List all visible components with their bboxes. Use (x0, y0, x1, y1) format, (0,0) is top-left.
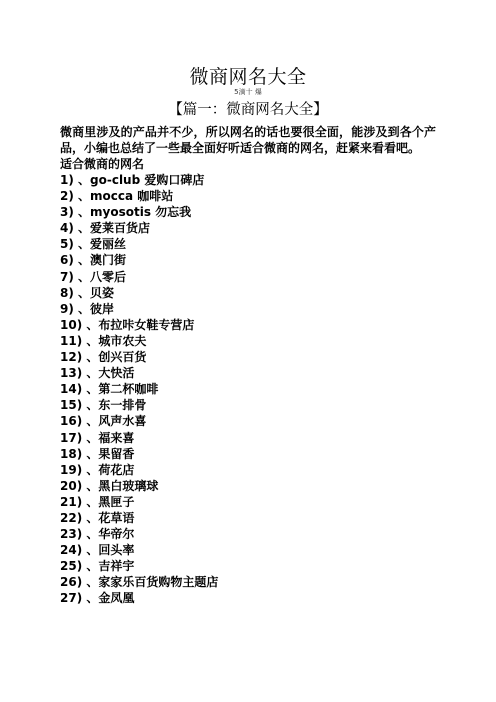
list-item: 8) 、贝姿 (60, 285, 115, 300)
list-subheading: 适合微商的网名 (60, 157, 145, 171)
document-title: 微商网名大全 (189, 66, 307, 88)
list-item: 26) 、家家乐百货购物主题店 (60, 575, 219, 590)
list-item: 6) 、澳门街 (60, 253, 127, 268)
section-heading: 【篇一：微商网名大全】 (168, 102, 328, 118)
list-item: 25) 、吉祥宇 (60, 559, 135, 574)
intro-paragraph: 微商里涉及的产品并不少，所以网名的话也要很全面，能涉及到各个产品，小编也总结了一些最全面好听适合微商的网名，赶紧来看看吧。 (60, 125, 436, 155)
list-item: 19) 、荷花店 (60, 462, 135, 477)
list-item: 27) 、金凤凰 (60, 591, 135, 606)
list-item: 16) 、风声水喜 (60, 414, 147, 429)
list-item: 3) 、myosotis 勿忘我 (60, 205, 192, 220)
list-item: 7) 、八零后 (60, 269, 127, 284)
list-item: 14) 、第二杯咖啡 (60, 382, 159, 397)
list-item: 15) 、东一排骨 (60, 398, 147, 413)
list-item: 24) 、回头率 (60, 543, 135, 558)
list-item: 12) 、创兴百货 (60, 350, 147, 365)
list-item: 13) 、大快活 (60, 366, 135, 381)
list-item: 21) 、黑匣子 (60, 494, 135, 509)
list-item: 18) 、果留香 (60, 446, 135, 461)
name-list (60, 172, 436, 607)
list-item: 20) 、黑白玻璃球 (60, 478, 159, 493)
list-item: 11) 、城市农夫 (60, 333, 147, 348)
list-item: 4) 、爱莱百货店 (60, 221, 151, 236)
document-body (60, 124, 436, 607)
list-item: 17) 、福来喜 (60, 430, 135, 445)
list-item: 1) 、go-club 爱购口碑店 (60, 173, 205, 187)
page-stamp: 5滴十 爆 (234, 88, 262, 96)
list-item: 10) 、布拉咔女鞋专营店 (60, 317, 195, 332)
list-item: 22) 、花草语 (60, 510, 135, 525)
list-item: 23) 、华帝尔 (60, 527, 135, 542)
list-item: 2) 、mocca 咖啡站 (60, 189, 174, 204)
list-item: 5) 、爱丽丝 (60, 237, 127, 252)
list-item: 9) 、彼岸 (60, 301, 115, 316)
